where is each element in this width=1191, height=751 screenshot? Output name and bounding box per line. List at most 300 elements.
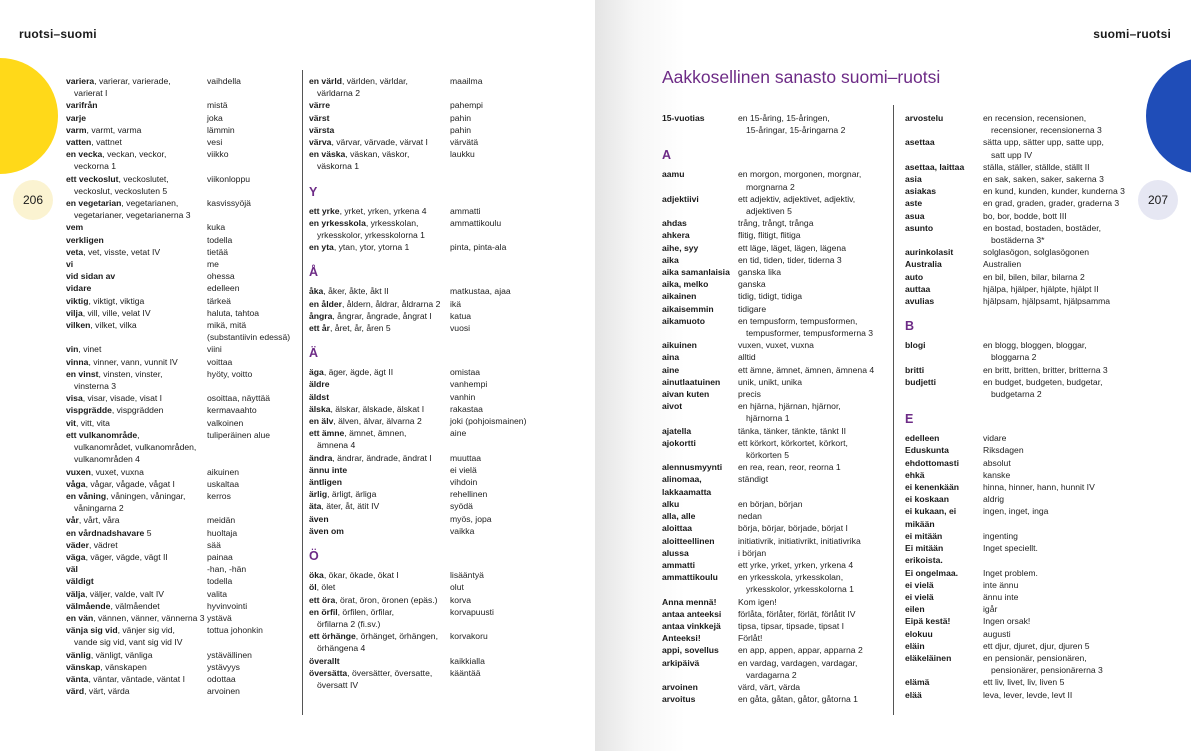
dictionary-entry xyxy=(905,376,1135,400)
dictionary-entry xyxy=(66,575,296,587)
headword: variera xyxy=(66,76,95,86)
translation-text: tänka, tänker, tänkte, tänkt II xyxy=(738,425,846,436)
headword: vispgrädde xyxy=(66,405,112,416)
translation-text: värd, värt, värda xyxy=(738,681,801,692)
inflections: , vinet xyxy=(78,344,102,355)
translation xyxy=(738,315,887,339)
headword: verkligen xyxy=(66,234,104,245)
headword: eläin xyxy=(905,640,925,651)
column-divider xyxy=(302,70,303,715)
dictionary-entry xyxy=(905,112,1135,136)
dictionary-entry xyxy=(309,241,589,253)
translation xyxy=(738,547,887,559)
dictionary-entry xyxy=(66,649,296,661)
dictionary-entry xyxy=(662,693,887,705)
headword: asettaa, laittaa xyxy=(905,161,965,172)
inflections: , vinsten, vinster, xyxy=(98,368,163,379)
headword: ett vulkanområde xyxy=(66,429,138,440)
entry-word xyxy=(309,241,450,253)
translation xyxy=(738,681,887,693)
translation xyxy=(738,376,887,388)
dictionary-entry xyxy=(905,246,1135,258)
headword: väga xyxy=(66,551,86,562)
inflections: , xyxy=(137,429,140,440)
inflections: , örfilen, örfilar, xyxy=(337,606,395,617)
dictionary-entry xyxy=(309,75,589,99)
headword: äldst xyxy=(309,391,330,402)
headword: elää xyxy=(905,689,922,700)
translation: tärkeä xyxy=(207,295,231,306)
headword: en vegetarian xyxy=(66,198,122,209)
inflections: , ångrar, ångrade, ångrat I xyxy=(332,310,432,321)
headword: aste xyxy=(905,198,923,209)
dictionary-entry xyxy=(662,229,887,241)
inflections: 5 xyxy=(144,527,152,538)
right-page-title: Aakkosellinen sanasto suomi–ruotsi xyxy=(662,67,941,87)
inflections-continued: vinsterna 3 xyxy=(74,381,117,392)
headword: elämä xyxy=(905,677,930,688)
inflections: , vilket, vilka xyxy=(90,320,137,331)
translation-text: i början xyxy=(738,547,767,558)
entry-word xyxy=(66,319,207,343)
translation-text: bo, bor, bodde, bott III xyxy=(983,210,1067,221)
headword: aihe, syy xyxy=(662,242,699,253)
entry-word xyxy=(309,500,450,512)
translation: todella xyxy=(207,234,233,245)
translation xyxy=(983,283,1135,295)
inflections: , veckan, veckor, xyxy=(102,149,167,160)
translation xyxy=(983,689,1135,701)
headword: ett år xyxy=(309,323,331,334)
inflections: , ökar, ökade, ökat I xyxy=(323,570,399,581)
dictionary-entry xyxy=(662,681,887,693)
translation-text: en morgon, morgonen, morgnar, xyxy=(738,169,862,180)
headword: ångra xyxy=(309,310,333,321)
translation-text: ett djur, djuret, djur, djuren 5 xyxy=(983,640,1090,651)
translation xyxy=(983,444,1135,456)
translation xyxy=(738,266,887,278)
inflections: , värvar, värvade, värvat I xyxy=(331,137,428,148)
dictionary-entry xyxy=(662,303,887,315)
translation xyxy=(738,510,887,522)
entry-word xyxy=(309,136,450,148)
dictionary-entry xyxy=(662,425,887,437)
dictionary-entry xyxy=(905,185,1135,197)
entry-word xyxy=(66,575,207,587)
dictionary-entry xyxy=(662,644,887,656)
headword: en örfil xyxy=(309,606,338,617)
translation: katua xyxy=(450,310,472,321)
translation xyxy=(738,498,887,510)
entry-word xyxy=(309,310,450,322)
headword: Eduskunta xyxy=(905,445,949,456)
dictionary-entry xyxy=(905,493,1135,505)
headword: varje xyxy=(66,112,87,123)
translation-text: tidigare xyxy=(738,303,767,314)
translation: ystävyys xyxy=(207,661,240,672)
yellow-decoration-circle xyxy=(0,58,58,174)
dictionary-entry xyxy=(905,615,1135,627)
dictionary-entry xyxy=(309,415,589,427)
translation: matkustaa, ajaa xyxy=(450,286,511,297)
translation-text: ganska lika xyxy=(738,267,781,278)
headword: antaa anteeksi xyxy=(662,608,722,619)
translation: mikä, mitä (substantiivin edessä) xyxy=(207,320,291,343)
translation-text: Kom igen! xyxy=(738,596,777,607)
headword: appi, sovellus xyxy=(662,645,719,656)
translation: todella xyxy=(207,576,233,587)
headword: ett veckoslut xyxy=(66,173,119,184)
inflections: , åldern, åldrar, åldrarna 2 xyxy=(341,298,441,309)
headword: öka xyxy=(309,570,324,581)
entry-word xyxy=(66,514,207,526)
translation: omistaa xyxy=(450,367,481,378)
headword: vänja sig vid xyxy=(66,625,118,636)
dictionary-entry xyxy=(905,136,1135,160)
translation xyxy=(738,364,887,376)
headword: aikuinen xyxy=(662,340,697,351)
dictionary-entry xyxy=(66,600,296,612)
inflections: , vädret xyxy=(88,539,118,550)
entry-word xyxy=(66,99,207,111)
inflections-continued: översatt IV xyxy=(317,679,359,690)
dictionary-entry xyxy=(905,603,1135,615)
dictionary-entry xyxy=(662,608,887,620)
translation xyxy=(738,522,887,534)
inflections: , vuxet, vuxna xyxy=(90,466,144,477)
headword: äga xyxy=(309,367,324,378)
headword: asiakas xyxy=(905,186,937,197)
translation: meidän xyxy=(207,515,236,526)
translation-text: ett liv, livet, liv, liven 5 xyxy=(983,677,1065,688)
translation: maailma xyxy=(450,76,483,86)
translation-continued: pensionärer, pensionärerna 3 xyxy=(991,665,1103,676)
translation-text: Inget problem. xyxy=(983,567,1038,578)
translation-text: en tempusform, tempusformen, xyxy=(738,315,858,326)
headword: aikamuoto xyxy=(662,315,705,326)
headword: vi xyxy=(66,259,74,270)
translation xyxy=(738,278,887,290)
headword: en väska xyxy=(309,149,346,160)
translation-continued: tempusformer, tempusformerna 3 xyxy=(746,328,874,339)
entry-word xyxy=(66,600,207,612)
translation-text: en recension, recensionen, xyxy=(983,113,1087,123)
headword: Eipä kestä! xyxy=(905,616,951,627)
dictionary-entry xyxy=(662,535,887,547)
entry-word xyxy=(66,75,207,99)
translation-text: en yrkesskola, yrkesskolan, xyxy=(738,572,844,583)
translation: pinta, pinta-ala xyxy=(450,242,507,253)
entry-word xyxy=(66,539,207,551)
translation: -han, -hän xyxy=(207,564,247,575)
entry-word xyxy=(66,112,207,124)
dictionary-entry xyxy=(662,266,887,278)
dictionary-entry xyxy=(905,432,1135,444)
entry-word xyxy=(66,466,207,478)
inflections: , åker, åkte, åkt II xyxy=(323,286,389,297)
letter-heading: Ä xyxy=(309,346,319,361)
headword: öl xyxy=(309,582,317,593)
inflections: , älskar, älskade, älskat I xyxy=(330,403,425,414)
translation-continued: vardagarna 2 xyxy=(746,669,797,680)
translation-continued: satt upp IV xyxy=(991,149,1033,160)
headword: alku xyxy=(662,498,680,509)
inflections: , ämnet, ämnen, xyxy=(344,428,407,439)
translation: aikuinen xyxy=(207,466,240,477)
translation-continued: adjektiven 5 xyxy=(746,206,792,217)
translation xyxy=(983,567,1135,579)
dictionary-entry xyxy=(905,640,1135,652)
inflections: , vet, visste, vetat IV xyxy=(83,246,161,257)
entry-word xyxy=(309,581,450,593)
dictionary-entry xyxy=(905,271,1135,283)
inflections-continued: varierat I xyxy=(74,88,108,99)
translation: vihdoin xyxy=(450,477,478,488)
headword: visa xyxy=(66,393,83,404)
translation: lämmin xyxy=(207,124,235,135)
headword: ahkera xyxy=(662,230,690,241)
dictionary-entry xyxy=(309,136,589,148)
left-column-1 xyxy=(66,75,296,697)
headword: alennusmyynti xyxy=(662,462,723,473)
headword: vuxen xyxy=(66,466,91,477)
dictionary-entry xyxy=(66,624,296,648)
inflections: , visar, visade, visat I xyxy=(82,393,163,404)
translation-text: ganska xyxy=(738,279,766,290)
entry-word xyxy=(66,124,207,136)
entry-word xyxy=(66,343,207,355)
dictionary-entry xyxy=(309,112,589,124)
dictionary-entry xyxy=(309,124,589,136)
entry-word xyxy=(66,148,207,172)
translation-text: ett yrke, yrket, yrken, yrkena 4 xyxy=(738,559,854,570)
dictionary-entry xyxy=(905,689,1135,701)
headword: elokuu xyxy=(905,628,933,639)
headword: arvoitus xyxy=(662,694,696,705)
inflections-continued: vegetarianer, vegetarianerna 3 xyxy=(74,210,191,221)
entry-word xyxy=(309,205,450,217)
dictionary-entry xyxy=(662,498,887,510)
translation-text: en gåta, gåtan, gåtor, gåtorna 1 xyxy=(738,694,858,705)
translation xyxy=(738,339,887,351)
dictionary-entry xyxy=(662,278,887,290)
translation-text: hjälpsam, hjälpsamt, hjälpsamma xyxy=(983,296,1111,307)
column-divider xyxy=(893,105,894,715)
translation-continued: budgetarna 2 xyxy=(991,389,1042,400)
right-page-number: 207 xyxy=(1138,180,1178,220)
translation: ammatti xyxy=(450,205,481,216)
headword: värva xyxy=(309,137,332,148)
headword: äta xyxy=(309,501,322,512)
entry-word xyxy=(66,624,207,648)
dictionary-entry xyxy=(905,530,1135,542)
letter-heading: Ö xyxy=(309,549,319,564)
translation: sää xyxy=(207,539,221,550)
translation-text: ställa, ställer, ställde, ställt II xyxy=(983,161,1090,172)
headword: alla, alle xyxy=(662,511,696,522)
translation: ystävä xyxy=(207,612,232,623)
inflections: , ölet xyxy=(316,582,336,593)
translation xyxy=(983,603,1135,615)
dictionary-entry xyxy=(309,488,589,500)
dictionary-entry xyxy=(66,356,296,368)
headword: aivan kuten xyxy=(662,389,710,400)
inflections: , väntar, väntade, väntat I xyxy=(88,673,185,684)
dictionary-entry xyxy=(66,112,296,124)
translation-text: precis xyxy=(738,389,761,400)
translation: korva xyxy=(450,594,472,605)
translation xyxy=(738,437,887,461)
headword: vem xyxy=(66,222,84,233)
translation: muuttaa xyxy=(450,452,482,463)
dictionary-entry xyxy=(309,403,589,415)
inflections: , vispgrädden xyxy=(111,405,164,416)
entry-word xyxy=(66,392,207,404)
translation xyxy=(738,693,887,705)
dictionary-entry xyxy=(66,673,296,685)
headword: Ei mitään erikoista. xyxy=(905,543,944,566)
translation: syödä xyxy=(450,501,473,512)
inflections: , vitt, vita xyxy=(76,417,110,428)
entry-word xyxy=(66,270,207,282)
entry-word xyxy=(309,476,450,488)
entry-word xyxy=(309,391,450,403)
headword: ahdas xyxy=(662,218,687,229)
translation xyxy=(983,615,1135,627)
translation xyxy=(983,579,1135,591)
entry-word xyxy=(309,285,450,297)
headword: Anteeksi! xyxy=(662,633,701,644)
entry-word xyxy=(66,551,207,563)
headword: vin xyxy=(66,344,79,355)
translation: ammattikoulu xyxy=(450,217,502,228)
left-column-2 xyxy=(309,75,589,691)
inflections: , världen, världar, xyxy=(341,76,408,86)
entry-word xyxy=(309,488,450,500)
translation-text: igår xyxy=(983,604,998,615)
dictionary-entry xyxy=(309,99,589,111)
translation: vaihdella xyxy=(207,76,241,86)
translation xyxy=(738,193,887,217)
headword: en värld xyxy=(309,76,342,86)
translation: painaa xyxy=(207,551,233,562)
translation xyxy=(738,351,887,363)
headword: varifrån xyxy=(66,100,98,111)
headword: budjetti xyxy=(905,376,937,387)
translation xyxy=(738,657,887,681)
dictionary-entry xyxy=(309,464,589,476)
entry-word xyxy=(66,673,207,685)
headword: avulias xyxy=(905,296,935,307)
dictionary-entry xyxy=(66,197,296,221)
entry-word xyxy=(66,417,207,429)
dictionary-entry xyxy=(66,563,296,575)
inflections: , viktigt, viktiga xyxy=(88,295,145,306)
headword: ammatti xyxy=(662,559,695,570)
dictionary-entry xyxy=(662,254,887,266)
dictionary-entry xyxy=(66,99,296,111)
translation-text: ett läge, läget, lägen, lägena xyxy=(738,242,846,253)
entry-word xyxy=(309,630,450,654)
headword: ehdottomasti xyxy=(905,457,959,468)
headword: våga xyxy=(66,478,86,489)
entry-word xyxy=(309,667,450,691)
translation xyxy=(983,222,1135,246)
inflections-continued: väskorna 1 xyxy=(317,161,360,172)
translation: laukku xyxy=(450,149,475,160)
headword: väldigt xyxy=(66,576,94,587)
headword: ännu inte xyxy=(309,464,348,475)
dictionary-entry xyxy=(662,290,887,302)
headword: eilen xyxy=(905,604,925,615)
dictionary-entry xyxy=(905,210,1135,222)
dictionary-entry xyxy=(309,298,589,310)
headword: aika samanlaisia xyxy=(662,267,730,278)
entry-word xyxy=(309,99,450,111)
translation-continued: bloggarna 2 xyxy=(991,352,1037,363)
entry-word xyxy=(66,490,207,514)
translation xyxy=(738,303,887,315)
dictionary-entry xyxy=(662,596,887,608)
translation-text: trång, trångt, trånga xyxy=(738,218,814,229)
entry-word xyxy=(66,282,207,294)
translation-text: förlåta, förlåter, förlät, förlåtit IV xyxy=(738,608,856,619)
dictionary-entry xyxy=(66,514,296,526)
translation xyxy=(983,591,1135,603)
headword: väl xyxy=(66,564,78,575)
headword: vänskap xyxy=(66,661,101,672)
dictionary-entry xyxy=(66,270,296,282)
dictionary-entry xyxy=(905,364,1135,376)
headword: äntligen xyxy=(309,477,342,488)
dictionary-entry xyxy=(662,571,887,595)
headword: en vinst xyxy=(66,368,99,379)
dictionary-entry xyxy=(309,594,589,606)
headword: ett ämne xyxy=(309,428,345,439)
dictionary-entry xyxy=(905,542,1135,566)
letter-heading: B xyxy=(905,319,915,334)
dictionary-entry xyxy=(905,591,1135,603)
dictionary-entry xyxy=(905,676,1135,688)
inflections: , äger, ägde, ägt II xyxy=(323,367,394,378)
headword: asia xyxy=(905,174,922,185)
dictionary-entry xyxy=(66,368,296,392)
headword: edelleen xyxy=(905,433,940,444)
headword: alinomaa, lakkaamatta xyxy=(662,474,712,497)
dictionary-entry xyxy=(309,452,589,464)
headword: även om xyxy=(309,525,344,536)
left-page xyxy=(0,0,595,751)
dictionary-entry xyxy=(309,569,589,581)
translation-text: ännu inte xyxy=(983,591,1019,602)
dictionary-entry xyxy=(66,307,296,319)
headword: välja xyxy=(66,588,86,599)
entry-word xyxy=(66,612,207,624)
translation: hyöty, voitto xyxy=(207,368,253,379)
dictionary-entry xyxy=(905,339,1135,363)
headword: ett örhänge xyxy=(309,631,356,642)
headword: 15-vuotias xyxy=(662,113,705,123)
headword: aloitteellinen xyxy=(662,535,715,546)
headword: aivot xyxy=(662,401,683,412)
dictionary-entry xyxy=(662,620,887,632)
translation xyxy=(983,432,1135,444)
dictionary-entry xyxy=(662,388,887,400)
translation: viini xyxy=(207,344,222,355)
headword: asunto xyxy=(905,222,934,233)
headword: välmående xyxy=(66,600,111,611)
inflections-continued: örfilarna 2 (fi.sv.) xyxy=(317,618,381,629)
